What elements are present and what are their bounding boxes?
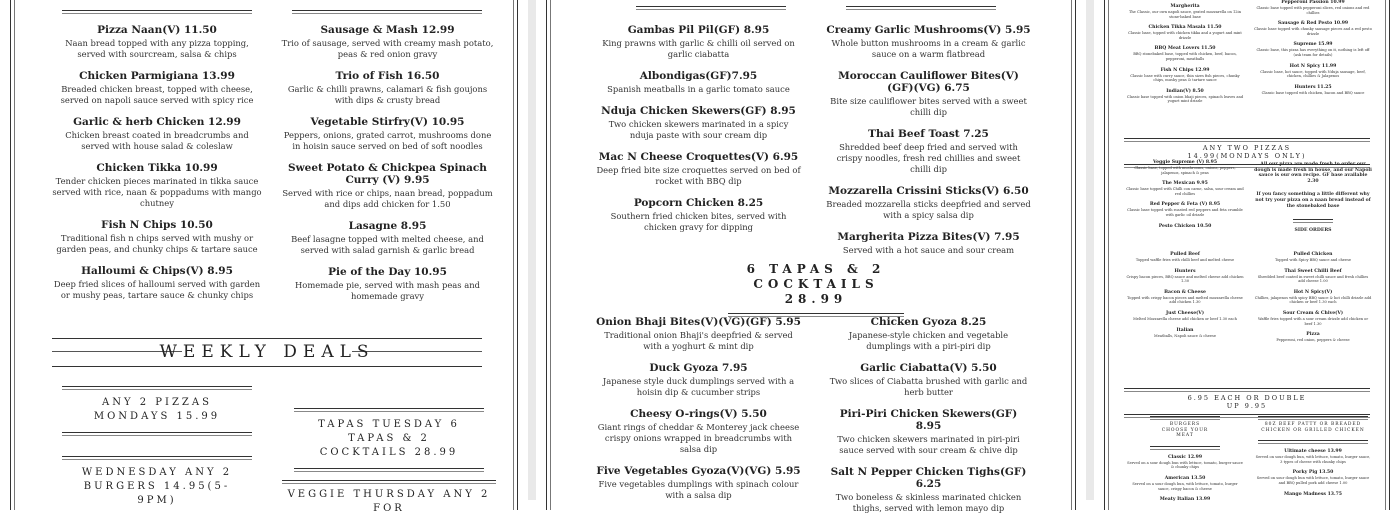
deal-box bbox=[294, 404, 484, 474]
tapas-banner bbox=[728, 262, 904, 319]
item-desc: Classic base, topped with mushrooms, onions, peppers, jalapenos, spinach & peas bbox=[1134, 166, 1236, 175]
menu-item bbox=[280, 220, 495, 256]
ornament-divider bbox=[1258, 412, 1368, 422]
menu-item bbox=[596, 465, 801, 501]
menu-item bbox=[1254, 311, 1372, 326]
burgers-title: BURGERS CHOOSE YOUR MEAT bbox=[1161, 422, 1209, 439]
item-desc: Chillies, jalapenos with spicy BBQ sauce & hot chilli drizzle add chicken or beef 1.30 each bbox=[1254, 295, 1372, 305]
ornament-divider bbox=[1124, 384, 1370, 394]
menu-item bbox=[1254, 21, 1372, 36]
item-name: Pesto Chicken 10.50 bbox=[1158, 223, 1212, 229]
item-name: Hot N Spicy 11.99 bbox=[1289, 63, 1337, 69]
menu-item bbox=[280, 266, 495, 302]
menu-item bbox=[1126, 252, 1244, 263]
item-name: Meaty Italian 13.99 bbox=[1159, 497, 1211, 503]
ornament-divider bbox=[294, 404, 484, 414]
item-name: Thai Beef Toast 7.25 bbox=[868, 128, 989, 140]
pizza-left-column-2 bbox=[1126, 160, 1244, 235]
item-desc: Served on a sour dough bun with lettuce, tomato, burger sauce & chunky chips bbox=[1127, 460, 1243, 470]
menu-item bbox=[1254, 470, 1372, 485]
menu-item bbox=[1126, 290, 1244, 305]
item-desc: Two chicken skewers marinated in a spicy nduja paste with sour cream dip bbox=[608, 119, 789, 140]
menu-item bbox=[52, 24, 262, 60]
deal-box bbox=[62, 452, 252, 512]
menu-item bbox=[826, 231, 1031, 256]
item-desc: Classic base, topped with chicken tikka and a yogurt and mint drizzle bbox=[1128, 31, 1242, 40]
deal-box bbox=[282, 476, 496, 518]
item-desc: Waffle fries topped with a sour cream drizzle add chicken or beef 1.30 bbox=[1257, 316, 1369, 326]
deal-text: ANY 2 PIZZAS MONDAYS 15.99 bbox=[93, 397, 221, 422]
item-desc: Chicken breast coated in breadcrumbs and served with house salad & coleslaw bbox=[65, 130, 249, 151]
ornament-divider bbox=[1150, 412, 1220, 422]
menu-item bbox=[1254, 64, 1372, 79]
menu-item bbox=[1254, 0, 1372, 15]
side-orders-title: SIDE ORDERS bbox=[1294, 228, 1332, 234]
item-desc: Japanese style duck dumplings served with a hoisin dip & cucumber strips bbox=[602, 376, 795, 397]
menu-item bbox=[596, 70, 801, 95]
menu-item bbox=[826, 128, 1031, 175]
menu-item bbox=[1254, 492, 1372, 497]
item-name: Hunters 11.25 bbox=[1294, 84, 1332, 90]
item-name: Duck Gyoza 7.95 bbox=[649, 362, 748, 374]
menu-item bbox=[1254, 42, 1372, 57]
item-name: Sweet Potato & Chickpea Spinach Curry (V) 9.95 bbox=[288, 162, 487, 186]
item-desc: Classic base topped with Chilli con carne, salsa, sour cream and red chillies bbox=[1126, 187, 1244, 196]
item-desc: King prawns with garlic & chilli oil served on garlic ciabatta bbox=[602, 38, 795, 59]
menu-item bbox=[826, 70, 1031, 118]
item-name: Veggie Supreme (V) 8.95 bbox=[1152, 160, 1218, 165]
item-desc: Classic base with curry sauce, thin sizes fish pieces, chunky chips, mushy peas & tartare sauce bbox=[1130, 73, 1240, 83]
item-name: Pulled Beef bbox=[1170, 252, 1200, 257]
item-desc: Breaded chicken breast, topped with cheese, served on napoli sauce served with spicy rice bbox=[60, 84, 254, 105]
item-desc: Beef lasagne topped with melted cheese, and served with salad garnish & garlic bread bbox=[291, 234, 484, 255]
ornament-divider bbox=[294, 464, 484, 474]
item-desc: Meatballs, Napoli sauce & cheese bbox=[1154, 333, 1216, 338]
menu-item bbox=[1126, 160, 1244, 175]
item-desc: Topped with crispy bacon pieces and melted mozzarella cheese add chicken 1.30 bbox=[1127, 295, 1243, 305]
menu-item bbox=[1126, 497, 1244, 502]
ornament-divider bbox=[282, 476, 496, 486]
pizza-left-column bbox=[1126, 4, 1244, 110]
menu-item bbox=[52, 116, 262, 152]
menu-item bbox=[1254, 449, 1372, 464]
menu-item bbox=[596, 24, 801, 60]
item-name: Popcorn Chicken 8.25 bbox=[633, 197, 764, 209]
item-name: The Mexican 9.95 bbox=[1162, 181, 1208, 187]
tapas-right-column bbox=[826, 24, 1031, 266]
panel-gap bbox=[1086, 0, 1094, 500]
menu-item bbox=[280, 70, 495, 106]
menu-item bbox=[596, 408, 801, 455]
mains-right-column bbox=[280, 24, 495, 312]
item-desc: Crispy bacon pieces, BBQ sauce and melted cheese add chicken 1.30 bbox=[1126, 274, 1244, 284]
item-desc: Spanish meatballs in a garlic tomato sauce bbox=[607, 84, 790, 94]
item-desc: Garlic & chilli prawns, calamari & fish goujons with dips & crusty bread bbox=[287, 84, 488, 105]
menu-item bbox=[1126, 328, 1244, 339]
item-desc: Served on sour dough bun, with lettuce, tomato, burger sauce, 3 types of cheese with chunky chips bbox=[1255, 455, 1371, 464]
item-desc: Homemade pie, served with mash peas and homemade gravy bbox=[294, 280, 481, 301]
pizza-deal-text: ANY TWO PIZZAS 14.99(MONDAYS ONLY) bbox=[1187, 144, 1307, 160]
menu-item bbox=[826, 408, 1031, 456]
item-desc: Traditional fish n chips served with mushy or garden peas, and chunky chips & tartare sauce bbox=[56, 233, 258, 254]
item-name: Vegetable Stirfry(V) 10.95 bbox=[310, 116, 465, 128]
item-desc: Deep fried slices of halloumi served with garden or mushy peas, tartare sauce & chunky chips bbox=[53, 279, 261, 300]
deal-text: WEDNESDAY ANY 2 BURGERS 14.95(5-9PM) bbox=[81, 467, 233, 506]
item-name: Gambas Pil Pil(GF) 8.95 bbox=[627, 24, 770, 36]
menu-item bbox=[596, 151, 801, 187]
item-name: Cheesy O-rings(V) 5.50 bbox=[630, 408, 767, 420]
menu-item bbox=[596, 105, 801, 141]
deal-text: VEGGIE THURSDAY ANY 2 FOR bbox=[287, 489, 491, 514]
item-name: Mozzarella Crissini Sticks(V) 6.50 bbox=[828, 185, 1029, 197]
ornament-divider bbox=[292, 6, 482, 16]
item-desc: Served on sour dough bun with lettuce, tomato, burger sauce and BBQ pulled pork add cheese 1.00 bbox=[1256, 476, 1370, 485]
item-desc: Deep fried bite size croquettes served on bed of rocket with BBQ dip bbox=[596, 165, 801, 186]
item-desc: Classic base, hot sauce, topped with Nduja sausage, beef, chicken, chillies & Jalapenos bbox=[1260, 69, 1366, 79]
item-name: Lasagne 8.95 bbox=[348, 220, 427, 232]
item-desc: The Classic, our own napoli sauce, grated mozzarella on 12in stone-baked base bbox=[1128, 10, 1242, 19]
item-name: Pizza bbox=[1306, 332, 1320, 338]
menu-item bbox=[1126, 25, 1244, 40]
deal-box bbox=[62, 382, 252, 438]
ornament-divider bbox=[636, 2, 786, 12]
item-name: Garlic & herb Chicken 12.99 bbox=[73, 116, 241, 128]
ornament-divider bbox=[846, 2, 996, 12]
item-name: Fish N Chips 12.99 bbox=[1160, 67, 1210, 73]
menu-item bbox=[1254, 269, 1372, 284]
tapas-left-column-2 bbox=[596, 316, 801, 511]
menu-item bbox=[596, 362, 801, 398]
item-desc: Southern fried chicken bites, served with chicken gravy for dipping bbox=[610, 211, 787, 232]
menu-item bbox=[1126, 89, 1244, 104]
menu-panel-pizzas bbox=[1094, 0, 1400, 503]
menu-item bbox=[1126, 181, 1244, 196]
burgers-right-column bbox=[1254, 412, 1372, 503]
item-name: Trio of Fish 16.50 bbox=[335, 70, 440, 82]
item-name: Moroccan Cauliflower Bites(V)(GF)(VG) 6.75 bbox=[838, 70, 1019, 94]
sides-left-column bbox=[1126, 252, 1244, 344]
item-desc: Two boneless & skinless marinated chicken thighs, served with lemon mayo dip bbox=[835, 492, 1022, 513]
ornament-divider bbox=[1258, 436, 1368, 446]
item-name: Onion Bhaji Bites(V)(VG)(GF) 5.95 bbox=[596, 316, 801, 328]
item-desc: Classic base topped with chicken, bacon and BBQ sauce bbox=[1261, 90, 1365, 95]
item-desc: Naan bread topped with any pizza topping, served with sourcream, salsa & chips bbox=[65, 38, 249, 59]
item-desc: Classic base topped with pepperoni slices, red onions and red chillies bbox=[1256, 6, 1370, 15]
tapas-right-column-2 bbox=[826, 316, 1031, 524]
menu-panel-tapas bbox=[536, 0, 1086, 513]
item-name: Indian(V) 8.50 bbox=[1166, 88, 1204, 94]
item-name: Sausage & Red Pesto 10.99 bbox=[1277, 21, 1349, 27]
item-name: Supreme 15.99 bbox=[1293, 42, 1333, 48]
item-desc: Bite size cauliflower bites served with a sweet chilli dip bbox=[830, 96, 1027, 117]
item-name: Five Vegetables Gyoza(V)(VG) 5.95 bbox=[596, 465, 801, 477]
item-name: Hot N Spicy(V) bbox=[1293, 289, 1333, 295]
item-desc: Classic base topped with onion bhaji pieces, spinach leaves and yogurt mint drizzle bbox=[1126, 94, 1244, 104]
item-name: Sausage & Mash 12.99 bbox=[320, 24, 455, 36]
deal-text: TAPAS TUESDAY 6 TAPAS & 2 COCKTAILS 28.99 bbox=[318, 419, 460, 458]
ornament-divider bbox=[62, 382, 252, 392]
item-desc: Tender chicken pieces marinated in tikka sauce served with rice, naan & poppadums with mango chutney bbox=[52, 176, 262, 208]
item-name: Piri-Piri Chicken Skewers(GF) 8.95 bbox=[839, 408, 1018, 432]
tapas-left-column bbox=[596, 24, 801, 243]
menu-item bbox=[280, 162, 495, 210]
item-desc: Giant rings of cheddar & Monterey jack cheese crispy onions wrapped in breadcrumbs with salsa dip bbox=[597, 422, 800, 454]
burgers-title-2: 80Z BEEF PATTY OR BREADED CHICKEN OR GRILLED CHICKEN bbox=[1261, 422, 1365, 433]
menu-item bbox=[52, 219, 262, 255]
item-desc: Classic base topped with chunky sausage pieces and a red pesto drizzle bbox=[1254, 27, 1372, 36]
ornament-divider bbox=[1293, 215, 1333, 225]
item-desc: Shredded beef coated in sweet chilli sauce and fresh chillies add cheese 1.00 bbox=[1257, 274, 1369, 284]
weekly-deals-title: WEEKLY DEALS bbox=[159, 342, 375, 362]
item-desc: Served with a hot sauce and sour cream bbox=[842, 245, 1015, 255]
item-desc: Melted Mozzarella cheese add chicken or beef 1.30 each bbox=[1133, 316, 1237, 321]
ornament-divider bbox=[1124, 134, 1370, 144]
item-name: Classic 12.99 bbox=[1167, 454, 1203, 460]
item-name: Pie of the Day 10.95 bbox=[328, 266, 447, 278]
item-name: Chicken Parmigiana 13.99 bbox=[79, 70, 235, 82]
menu-item bbox=[826, 466, 1031, 514]
item-name: American 13.50 bbox=[1164, 475, 1206, 481]
item-name: Hunters bbox=[1174, 268, 1196, 274]
item-desc: Traditional onion Bhaji's deepfried & served with a yoghurt & mint dip bbox=[604, 330, 793, 351]
item-desc: Japanese-style chicken and vegetable dumplings with a piri-piri dip bbox=[848, 330, 1009, 351]
pizza-note: All our pizza are made fresh to order our dough is made fresh in house, and our Napoli sauce is our own recipe. GF base available 2.30 bbox=[1254, 162, 1372, 184]
menu-item bbox=[1254, 85, 1372, 96]
item-name: Pizza Naan(V) 11.50 bbox=[97, 24, 217, 36]
item-name: Mango Madness 13.75 bbox=[1284, 491, 1342, 497]
item-desc: Peppers, onions, grated carrot, mushrooms done in hoisin sauce served on bed of soft noodles bbox=[283, 130, 492, 151]
menu-item bbox=[1126, 269, 1244, 284]
item-name: Mac N Cheese Croquettes(V) 6.95 bbox=[598, 151, 799, 163]
burgers-left-column bbox=[1126, 412, 1244, 508]
item-name: Red Pepper & Feta (V) 8.95 bbox=[1149, 202, 1221, 208]
menu-item bbox=[280, 116, 495, 152]
item-name: Chicken Tikka Masala 11.50 bbox=[1148, 25, 1222, 31]
item-desc: Whole button mushrooms in a cream & garlic sauce on a warm flatbread bbox=[831, 38, 1026, 59]
mains-left-column bbox=[52, 24, 262, 311]
menu-panel-mains bbox=[0, 0, 528, 514]
item-name: Halloumi & Chips(V) 8.95 bbox=[81, 265, 233, 277]
ornament-divider bbox=[62, 428, 252, 438]
item-name: Sour Cream & Chive(V) bbox=[1282, 310, 1344, 316]
item-name: Chicken Tikka 10.99 bbox=[96, 162, 218, 174]
pizza-right-column bbox=[1254, 0, 1372, 101]
item-desc: Served with rice or chips, naan bread, poppadum and dips add chicken for 1.50 bbox=[282, 188, 493, 209]
menu-item bbox=[1126, 4, 1244, 19]
item-name: Chicken Gyoza 8.25 bbox=[870, 316, 987, 328]
item-desc: Classic base, this pizza has everything on it, nothing is left off (ask team for details) bbox=[1256, 48, 1370, 57]
menu-item bbox=[826, 362, 1031, 398]
sides-right-column bbox=[1254, 252, 1372, 349]
menu-item bbox=[1254, 332, 1372, 343]
item-name: Margherita Pizza Bites(V) 7.95 bbox=[837, 231, 1020, 243]
ornament-divider bbox=[62, 6, 252, 16]
item-name: Albondigas(GF)7.95 bbox=[639, 70, 758, 82]
pizza-notes bbox=[1254, 162, 1372, 234]
item-desc: Trio of sausage, served with creamy mash potato, peas & red onion gravy bbox=[281, 38, 494, 59]
item-name: Ultimate cheese 13.99 bbox=[1284, 449, 1342, 455]
menu-item bbox=[1126, 68, 1244, 83]
menu-item bbox=[826, 185, 1031, 221]
item-name: Bacon & Cheese bbox=[1164, 289, 1206, 295]
menu-item bbox=[1126, 46, 1244, 61]
menu-item bbox=[1126, 202, 1244, 217]
menu-item bbox=[826, 24, 1031, 60]
item-desc: Served on a sour dough bun, with lettuce, tomato, burger sauce, crispy bacon & cheese bbox=[1132, 481, 1238, 491]
item-desc: Two slices of Ciabatta brushed with garlic and herb butter bbox=[829, 376, 1028, 397]
item-name: Garlic Ciabatta(V) 5.50 bbox=[860, 362, 997, 374]
item-name: Pepperoni Passion 10.99 bbox=[1281, 0, 1345, 5]
menu-item bbox=[1126, 311, 1244, 322]
menu-item bbox=[1126, 224, 1244, 229]
tapas-banner-text: 6 TAPAS & 2 COCKTAILS 28.99 bbox=[746, 262, 886, 306]
item-desc: Two chicken skewers marinated in piri-piri sauce served with sour cream & chive dip bbox=[837, 434, 1020, 455]
item-desc: Shredded beef deep fried and served with crispy noodles, fresh red chillies and sweet chilli dip bbox=[836, 142, 1021, 174]
weekly-deals-header bbox=[52, 330, 482, 370]
item-desc: Breaded mozzarella sticks deepfried and served with a spicy salsa dip bbox=[826, 199, 1031, 220]
menu-item bbox=[1254, 290, 1372, 305]
item-name: Thai Sweet Chilli Beef bbox=[1284, 268, 1342, 274]
item-name: Porky Pig 13.50 bbox=[1292, 470, 1334, 476]
pizza-note-2: If you fancy something a little different why not try your pizza on a naan bread instead of the stonebaked base bbox=[1255, 192, 1371, 209]
menu-item bbox=[52, 162, 262, 209]
menu-item bbox=[52, 70, 262, 106]
menu-item bbox=[1126, 476, 1244, 491]
item-name: Fish N Chips 10.50 bbox=[101, 219, 213, 231]
item-name: Salt N Pepper Chicken Tighs(GF) 6.25 bbox=[830, 466, 1027, 490]
menu-item bbox=[826, 316, 1031, 352]
item-name: Margherita bbox=[1170, 4, 1200, 9]
item-name: Creamy Garlic Mushrooms(V) 5.95 bbox=[826, 24, 1031, 36]
item-desc: Classic base topped with roasted red peppers and feta crumble with garlic oil drizzle bbox=[1127, 208, 1243, 217]
item-name: Italian bbox=[1176, 327, 1194, 333]
item-desc: Topped with Spicy BBQ sauce and cheese bbox=[1274, 258, 1352, 262]
item-name: Pulled Chicken bbox=[1293, 252, 1333, 257]
ornament-divider bbox=[1150, 442, 1220, 452]
item-desc: Topped waffle fries with chilli beef and melted cheese bbox=[1135, 258, 1235, 262]
item-desc: BBQ stonebaked base, topped with chicken, beef, bacon, pepperoni, meatballs bbox=[1133, 52, 1237, 61]
menu-item bbox=[1254, 252, 1372, 263]
item-desc: Five vegetables dumplings with spinach colour with a salsa dip bbox=[598, 479, 799, 500]
menu-item bbox=[596, 197, 801, 233]
ornament-divider bbox=[62, 452, 252, 462]
item-name: Just Cheese(V) bbox=[1165, 310, 1205, 316]
menu-item bbox=[280, 24, 495, 60]
item-name: BBQ Meat Lovers 11.50 bbox=[1154, 46, 1216, 52]
menu-item bbox=[52, 265, 262, 301]
sides-price-text: 6.95 EACH OR DOUBLE UP 9.95 bbox=[1187, 394, 1307, 410]
panel-gap bbox=[528, 0, 536, 500]
item-name: Nduja Chicken Skewers(GF) 8.95 bbox=[601, 105, 796, 117]
menu-item bbox=[596, 316, 801, 352]
item-desc: Pepperoni, red onion, peppers & cheese bbox=[1276, 338, 1350, 343]
menu-item bbox=[1126, 455, 1244, 470]
